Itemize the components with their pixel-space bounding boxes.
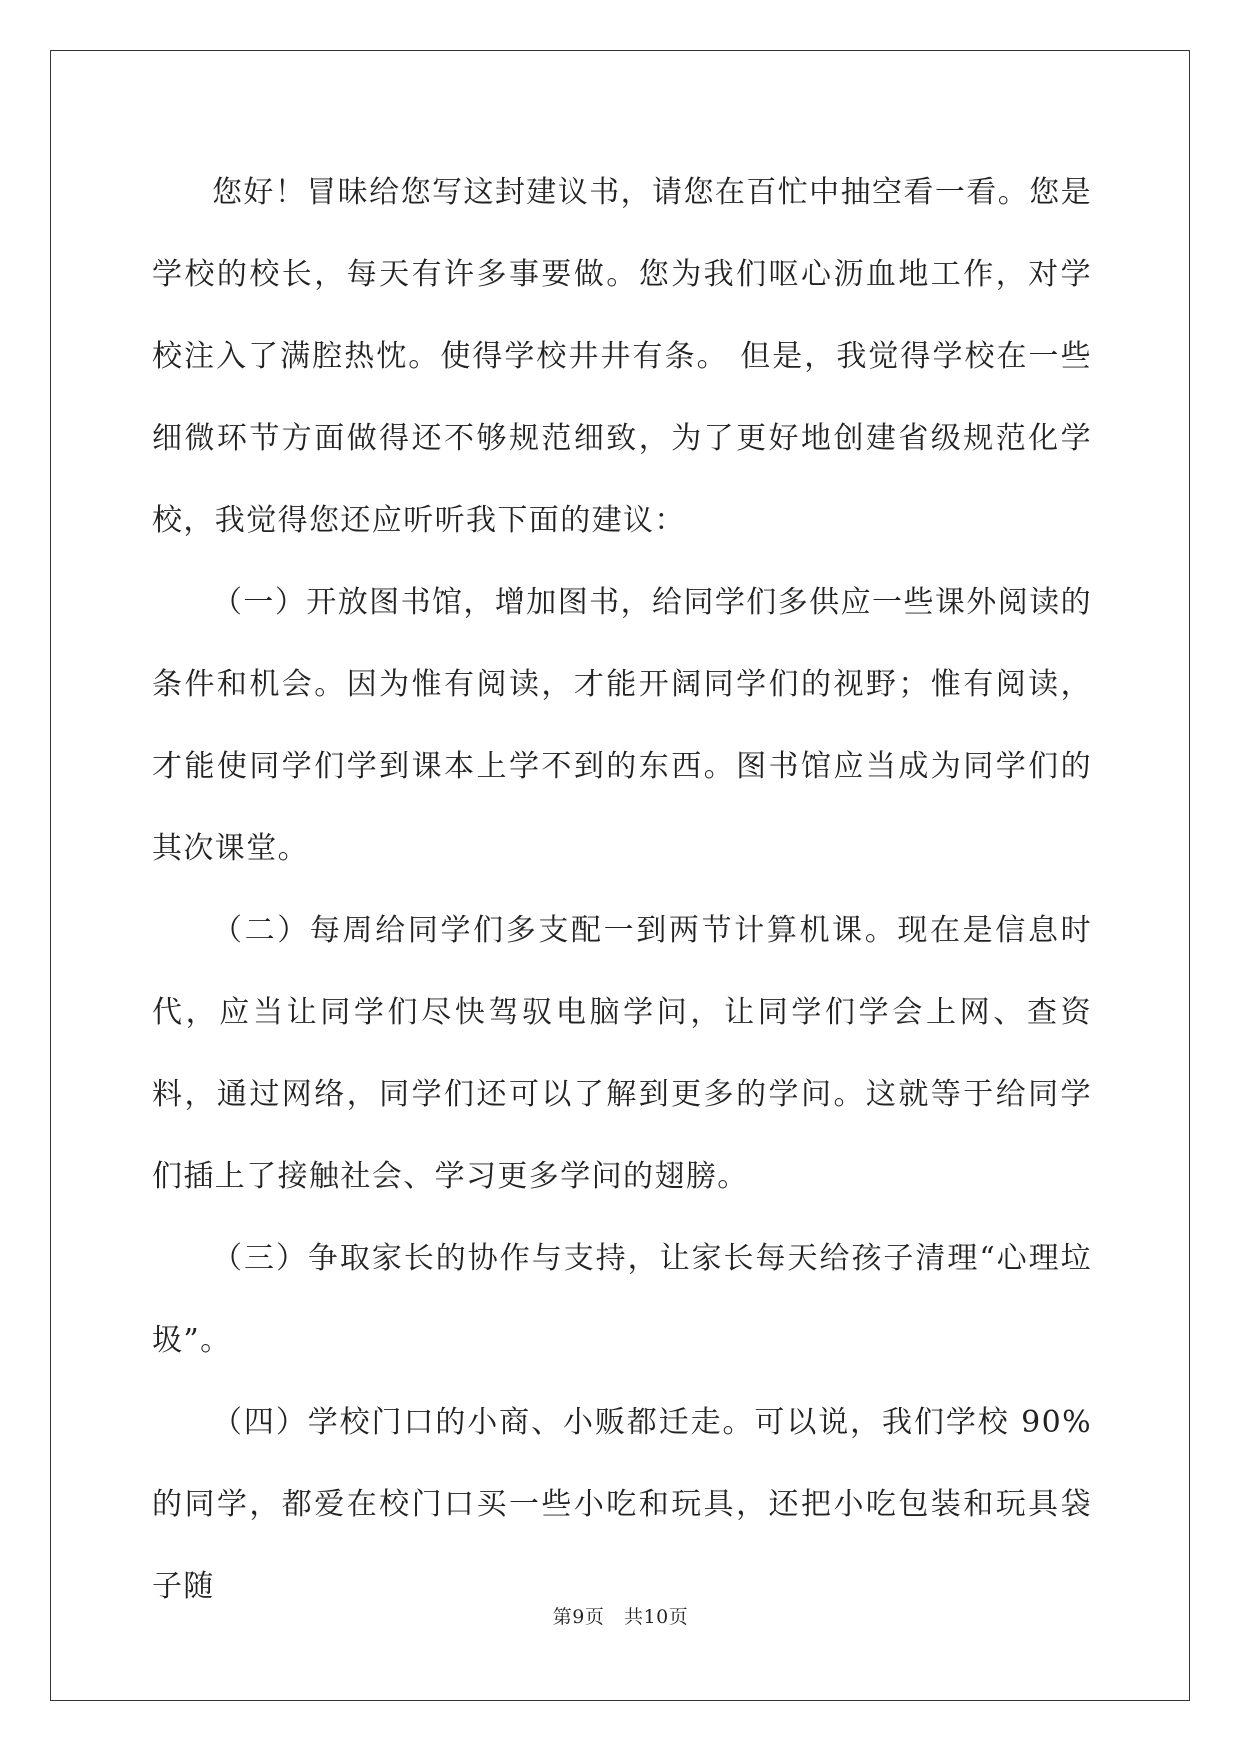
paragraph-suggestion-3: （三）争取家长的协作与支持，让家长每天给孩子清理“心理垃圾”。	[152, 1241, 1092, 1358]
paragraph-suggestion-2: （二）每周给同学们多支配一到两节计算机课。现在是信息时代，应当让同学们尽快驾驭电脑学问，让同学们学会上网、查资料，通过网络，同学们还可以了解到更多的学问。这就等于给同学们插上了接触社会、学习更多学问的翅膀。	[152, 913, 1092, 1194]
paragraph-greeting: 您好！冒昧给您写这封建议书，请您在百忙中抽空看一看。您是学校的校长，每天有许多事要做。您为我们呕心沥血地工作，对学校注入了满腔热忱。使得学校井井有条。 但是，我觉得学校在一些细微环节方面做得还不够规范细致，为了更好地创建省级规范化学校，我觉得您还应听听我下面的建议：	[152, 175, 1092, 538]
document-body	[152, 152, 1092, 1628]
paragraph-suggestion-4: （四）学校门口的小商、小贩都迁走。可以说，我们学校 90%的同学，都爱在校门口买一些小吃和玩具，还把小吃包装和玩具袋子随	[152, 1405, 1092, 1604]
page-number-total: 共10页	[624, 1606, 689, 1628]
page-footer	[0, 1602, 1241, 1629]
page-number-current: 第9页	[552, 1606, 605, 1628]
paragraph-suggestion-1: （一）开放图书馆，增加图书，给同学们多供应一些课外阅读的条件和机会。因为惟有阅读，才能开阔同学们的视野；惟有阅读，才能使同学们学到课本上学不到的东西。图书馆应当成为同学们的其次课堂。	[152, 585, 1092, 866]
